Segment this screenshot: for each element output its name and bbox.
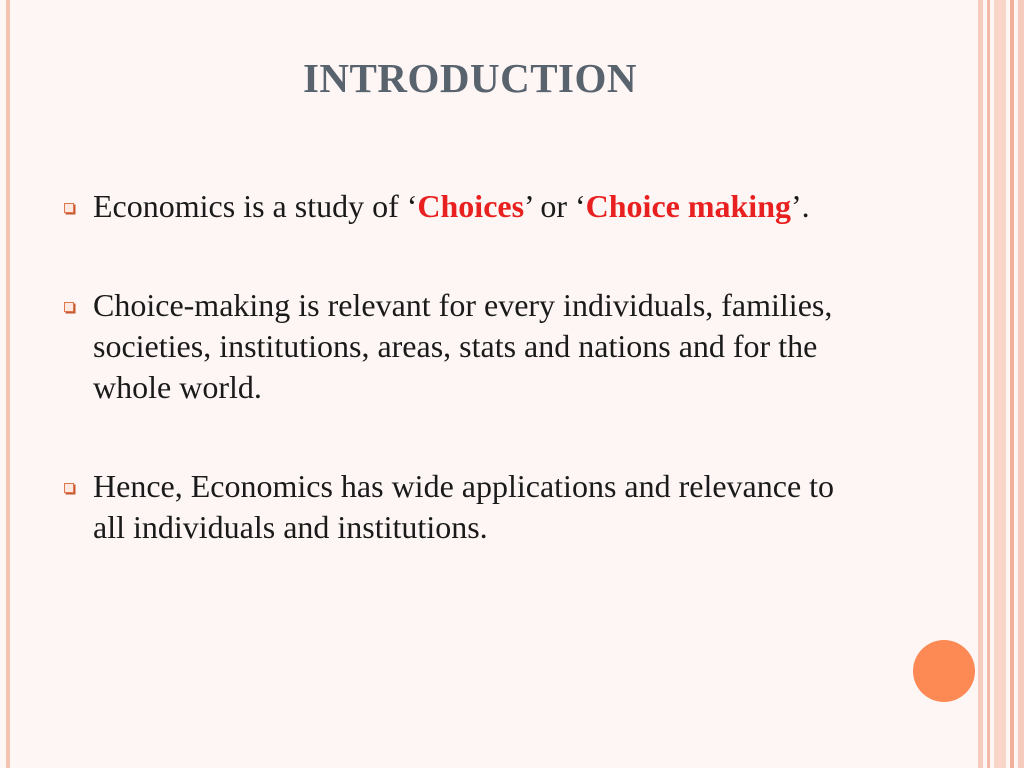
bullet-1-text-after: ’. bbox=[790, 188, 810, 224]
square-bullet-icon bbox=[64, 302, 74, 312]
square-bullet-icon bbox=[64, 203, 74, 213]
bullet-list bbox=[60, 186, 870, 606]
bullet-3-text: Hence, Economics has wide applications and relevance to all individuals and institutions. bbox=[93, 468, 835, 545]
bullet-1-highlight-choice-making: Choice making bbox=[585, 188, 791, 224]
bullet-1-text-before: Economics is a study of ‘ bbox=[93, 188, 418, 224]
orange-circle-icon bbox=[913, 640, 975, 702]
bullet-1-highlight-choices: Choices bbox=[417, 188, 525, 224]
bullet-item-2 bbox=[60, 285, 870, 408]
bullet-2-text: Choice-making is relevant for every individuals, families, societies, institutions, areas, stats and nations and for the whole world. bbox=[93, 287, 833, 405]
slide-title: INTRODUCTION bbox=[302, 55, 638, 101]
bullet-item-3 bbox=[60, 466, 870, 548]
left-border-line bbox=[6, 0, 10, 768]
right-border-stripes bbox=[978, 0, 1024, 768]
square-bullet-icon bbox=[64, 483, 74, 493]
bullet-1-text-middle: ’ or ‘ bbox=[524, 188, 586, 224]
bullet-item-1 bbox=[60, 186, 870, 227]
